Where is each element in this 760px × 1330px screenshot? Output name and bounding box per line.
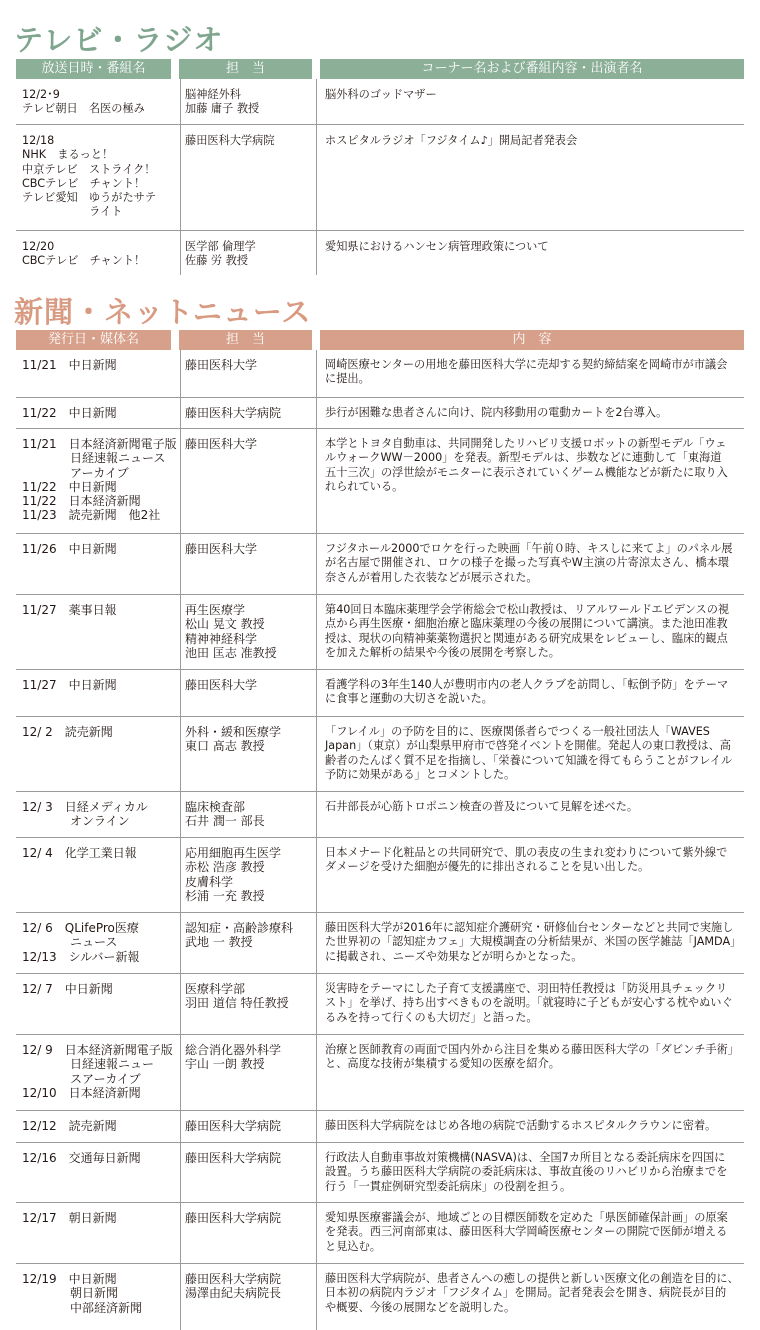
issue-date-media: 11/27 薬事日報 [22, 603, 117, 617]
staff-cell: 藤田医科大学 [180, 534, 317, 594]
table-row [16, 595, 744, 670]
content-cell: 愛知県におけるハンセン病管理政策について [316, 231, 749, 275]
staff-cell: 藤田医科大学 [180, 429, 317, 533]
issue-date-media: 12/ 3 日経メディカル オンライン [22, 800, 148, 829]
staff-cell: 藤田医科大学 [180, 350, 317, 397]
table-row [16, 534, 744, 595]
content-cell: フジタホール2000でロケを行った映画「午前０時、キスしに来てよ」のパネル展 が名古屋で開催され、ロケの様子を撮った写真やW主演の片寄涼太さん、橋本環 奈さんが着用した衣装などが展示された。 [316, 534, 749, 594]
content-cell: 藤田医科大学病院をはじめ各地の病院で活動するホスピタルクラウンに密着。 [316, 1111, 749, 1142]
staff-cell: 医学部 倫理学 佐藤 労 教授 [180, 231, 317, 275]
issue-date-media: 12/17 朝日新聞 [22, 1211, 117, 1225]
content-cell: 看護学科の3年生140人が豊明市内の老人クラブを訪問し、「転倒予防」をテーマ に食事と運動の大切さを説いた。 [316, 670, 749, 716]
tv-header-staff: 担 当 [179, 59, 312, 79]
issue-date-media: 12/ 6 QLifePro医療 ニュース 12/13 シルバー新報 [22, 921, 140, 964]
issue-date-media: 12/ 7 中日新聞 [22, 982, 113, 996]
staff-cell: 藤田医科大学病院 [180, 125, 317, 230]
table-row [16, 717, 744, 792]
table-row [16, 792, 744, 838]
content-cell: 災害時をテーマにした子育て支援講座で、羽田特任教授は「防災用具チェックリ スト」を挙げ、持ち出すべきものを説明。「就寝時に子どもが安心する枕やぬいぐ るみを持って行くのも大切だ」と語った。 [316, 974, 749, 1034]
issue-date-media: 12/19 中日新聞 朝日新聞 中部経済新聞 [22, 1272, 143, 1315]
table-row [16, 974, 744, 1035]
broadcast-date-program: 12/20 CBCテレビ チャント！ [22, 240, 146, 268]
news-table [16, 350, 744, 1330]
staff-cell: 応用細胞再生医学 赤松 浩彦 教授 皮膚科学 杉浦 一充 教授 [180, 838, 317, 912]
broadcast-date-program: 12/2･9 テレビ朝日 名医の極み [22, 88, 145, 116]
tv-header-date: 放送日時・番組名 [16, 59, 171, 79]
issue-date-media: 12/16 交通毎日新聞 [22, 1151, 141, 1165]
issue-date-media: 12/ 4 化学工業日報 [22, 846, 137, 860]
news-section-title: 新聞・ネットニュース [14, 295, 312, 329]
content-cell: 歩行が困難な患者さんに向け、院内移動用の電動カートを2台導入。 [316, 398, 749, 428]
staff-cell: 脳神経外科 加藤 庸子 教授 [180, 79, 317, 124]
content-cell: 愛知県医療審議会が、地域ごとの目標医師数を定めた「県医師確保計画」の原案 を発表。西三河南部東は、藤田医科大学岡崎医療センターの開院で医師が増える と見込む。 [316, 1203, 749, 1263]
issue-date-media: 12/ 2 読売新聞 [22, 725, 113, 739]
tv-radio-section-title: テレビ・ラジオ [14, 23, 224, 57]
table-row [16, 1035, 744, 1111]
content-cell: 日本メナード化粧品との共同研究で、肌の表皮の生まれ変わりについて紫外線で ダメージを受けた細胞が優先的に排出されることを見い出した。 [316, 838, 749, 912]
table-row [16, 1264, 744, 1330]
staff-cell: 認知症・高齢診療科 武地 一 教授 [180, 913, 317, 973]
staff-cell: 藤田医科大学病院 [180, 1111, 317, 1142]
staff-cell: 医療科学部 羽田 道信 特任教授 [180, 974, 317, 1034]
staff-cell: 藤田医科大学 [180, 670, 317, 716]
issue-date-media: 12/ 9 日本経済新聞電子版 日経速報ニュー スアーカイブ 12/10 日本経済新聞 [22, 1043, 173, 1100]
issue-date-media: 11/21 中日新聞 [22, 358, 117, 372]
issue-date-media: 11/27 中日新聞 [22, 678, 117, 692]
content-cell: 岡崎医療センターの用地を藤田医科大学に売却する契約締結案を岡崎市が市議会 に提出。 [316, 350, 749, 397]
issue-date-media: 11/22 中日新聞 [22, 406, 117, 420]
table-row [16, 125, 744, 231]
staff-cell: 外科・緩和医療学 東口 髙志 教授 [180, 717, 317, 791]
broadcast-date-program: 12/18 NHK まるっと！ 中京テレビ ストライク！ CBCテレビ チャント！ テレビ愛知 ゆうがたサテ ライト [22, 134, 157, 219]
issue-date-media: 12/12 読売新聞 [22, 1119, 117, 1133]
table-row [16, 838, 744, 913]
staff-cell: 藤田医科大学病院 [180, 1143, 317, 1202]
content-cell: ホスピタルラジオ「フジタイム♪」開局記者発表会 [316, 125, 749, 230]
issue-date-media: 11/21 日本経済新聞電子版 日経速報ニュース アーカイブ 11/22 中日新聞 11/22 日本経済新聞 11/23 読売新聞 他2社 [22, 437, 177, 523]
content-cell: 脳外科のゴッドマザー [316, 79, 749, 124]
tv-radio-table-header [16, 59, 744, 79]
news-header-date: 発行日・媒体名 [16, 330, 171, 350]
content-cell: 藤田医科大学が2016年に認知症介護研究・研修仙台センターなどと共同で実施し た世界初の「認知症カフェ」大規模調査の分析結果が、米国の医学雑誌「JAMDA」 に掲載され、ニーズや効果などが明らかとなった。 [316, 913, 749, 973]
table-row [16, 429, 744, 534]
tv-radio-table [16, 79, 744, 275]
staff-cell: 総合消化器外科学 宇山 一朗 教授 [180, 1035, 317, 1110]
staff-cell: 藤田医科大学病院 [180, 1203, 317, 1263]
content-cell: 行政法人自動車事故対策機構(NASVA)は、全国7カ所目となる委託病床を四国に 設置。うち藤田医科大学病院の委託病床は、事故直後のリハビリから治療までを 行う「一貫症例研究型委託病床」の役割を担う。 [316, 1143, 749, 1202]
content-cell: 「フレイル」の予防を目的に、医療関係者らでつくる一般社団法人「WAVES Japan」（東京）が山梨県甲府市で啓発イベントを開催。発起人の東口教授は、高 齢者のたんぱく質不足を指摘し、「栄養について知識を得てもらうことがフレイル 予防に効果がある」とコメントした。 [316, 717, 749, 791]
content-cell: 本学とトヨタ自動車は、共同開発したリハビリ支援ロボットの新型モデル「ウェ ルウォークWW－2000」を発表。新型モデルは、歩数などに連動して「東海道 五十三次」の浮世絵がモニターに表示されていくゲーム機能などが新たに取り入 れられている。 [316, 429, 749, 533]
table-row [16, 231, 744, 275]
content-cell: 治療と医師教育の両面で国内外から注目を集める藤田医科大学の「ダビンチ手術」 と、高度な技術が集積する愛知の医療を紹介。 [316, 1035, 749, 1110]
content-cell: 石井部長が心筋トロポニン検査の普及について見解を述べた。 [316, 792, 749, 837]
news-header-staff: 担 当 [179, 330, 312, 350]
table-row [16, 913, 744, 974]
staff-cell: 藤田医科大学病院 [180, 398, 317, 428]
news-header-content: 内 容 [320, 330, 744, 350]
issue-date-media: 11/26 中日新聞 [22, 542, 117, 556]
table-row [16, 1143, 744, 1203]
table-row [16, 670, 744, 717]
table-row [16, 79, 744, 125]
staff-cell: 臨床検査部 石井 潤一 部長 [180, 792, 317, 837]
content-cell: 第40回日本臨床薬理学会学術総会で松山教授は、リアルワールドエビデンスの視 点から再生医療・細胞治療と臨床薬理の今後の展開について講演。また池田准教 授は、現状の向精神薬薬物選択と関連がある研究成果をレビューし、臨床的観点 を加えた解析の結果や今後の展開を考察した。 [316, 595, 749, 669]
staff-cell: 再生医療学 松山 晃文 教授 精神神経科学 池田 匡志 准教授 [180, 595, 317, 669]
staff-cell: 藤田医科大学病院 湯澤由紀夫病院長 [180, 1264, 317, 1330]
tv-header-content: コーナー名および番組内容・出演者名 [320, 59, 744, 79]
table-row [16, 398, 744, 429]
news-table-header [16, 330, 744, 350]
table-row [16, 1203, 744, 1264]
table-row [16, 350, 744, 398]
table-row [16, 1111, 744, 1143]
content-cell: 藤田医科大学病院が、患者さんへの癒しの提供と新しい医療文化の創造を目的に、 日本初の病院内ラジオ「フジタイム」を開局。記者発表会を開き、病院長が目的 や概要、今後の展開などを説明した。 [316, 1264, 749, 1330]
